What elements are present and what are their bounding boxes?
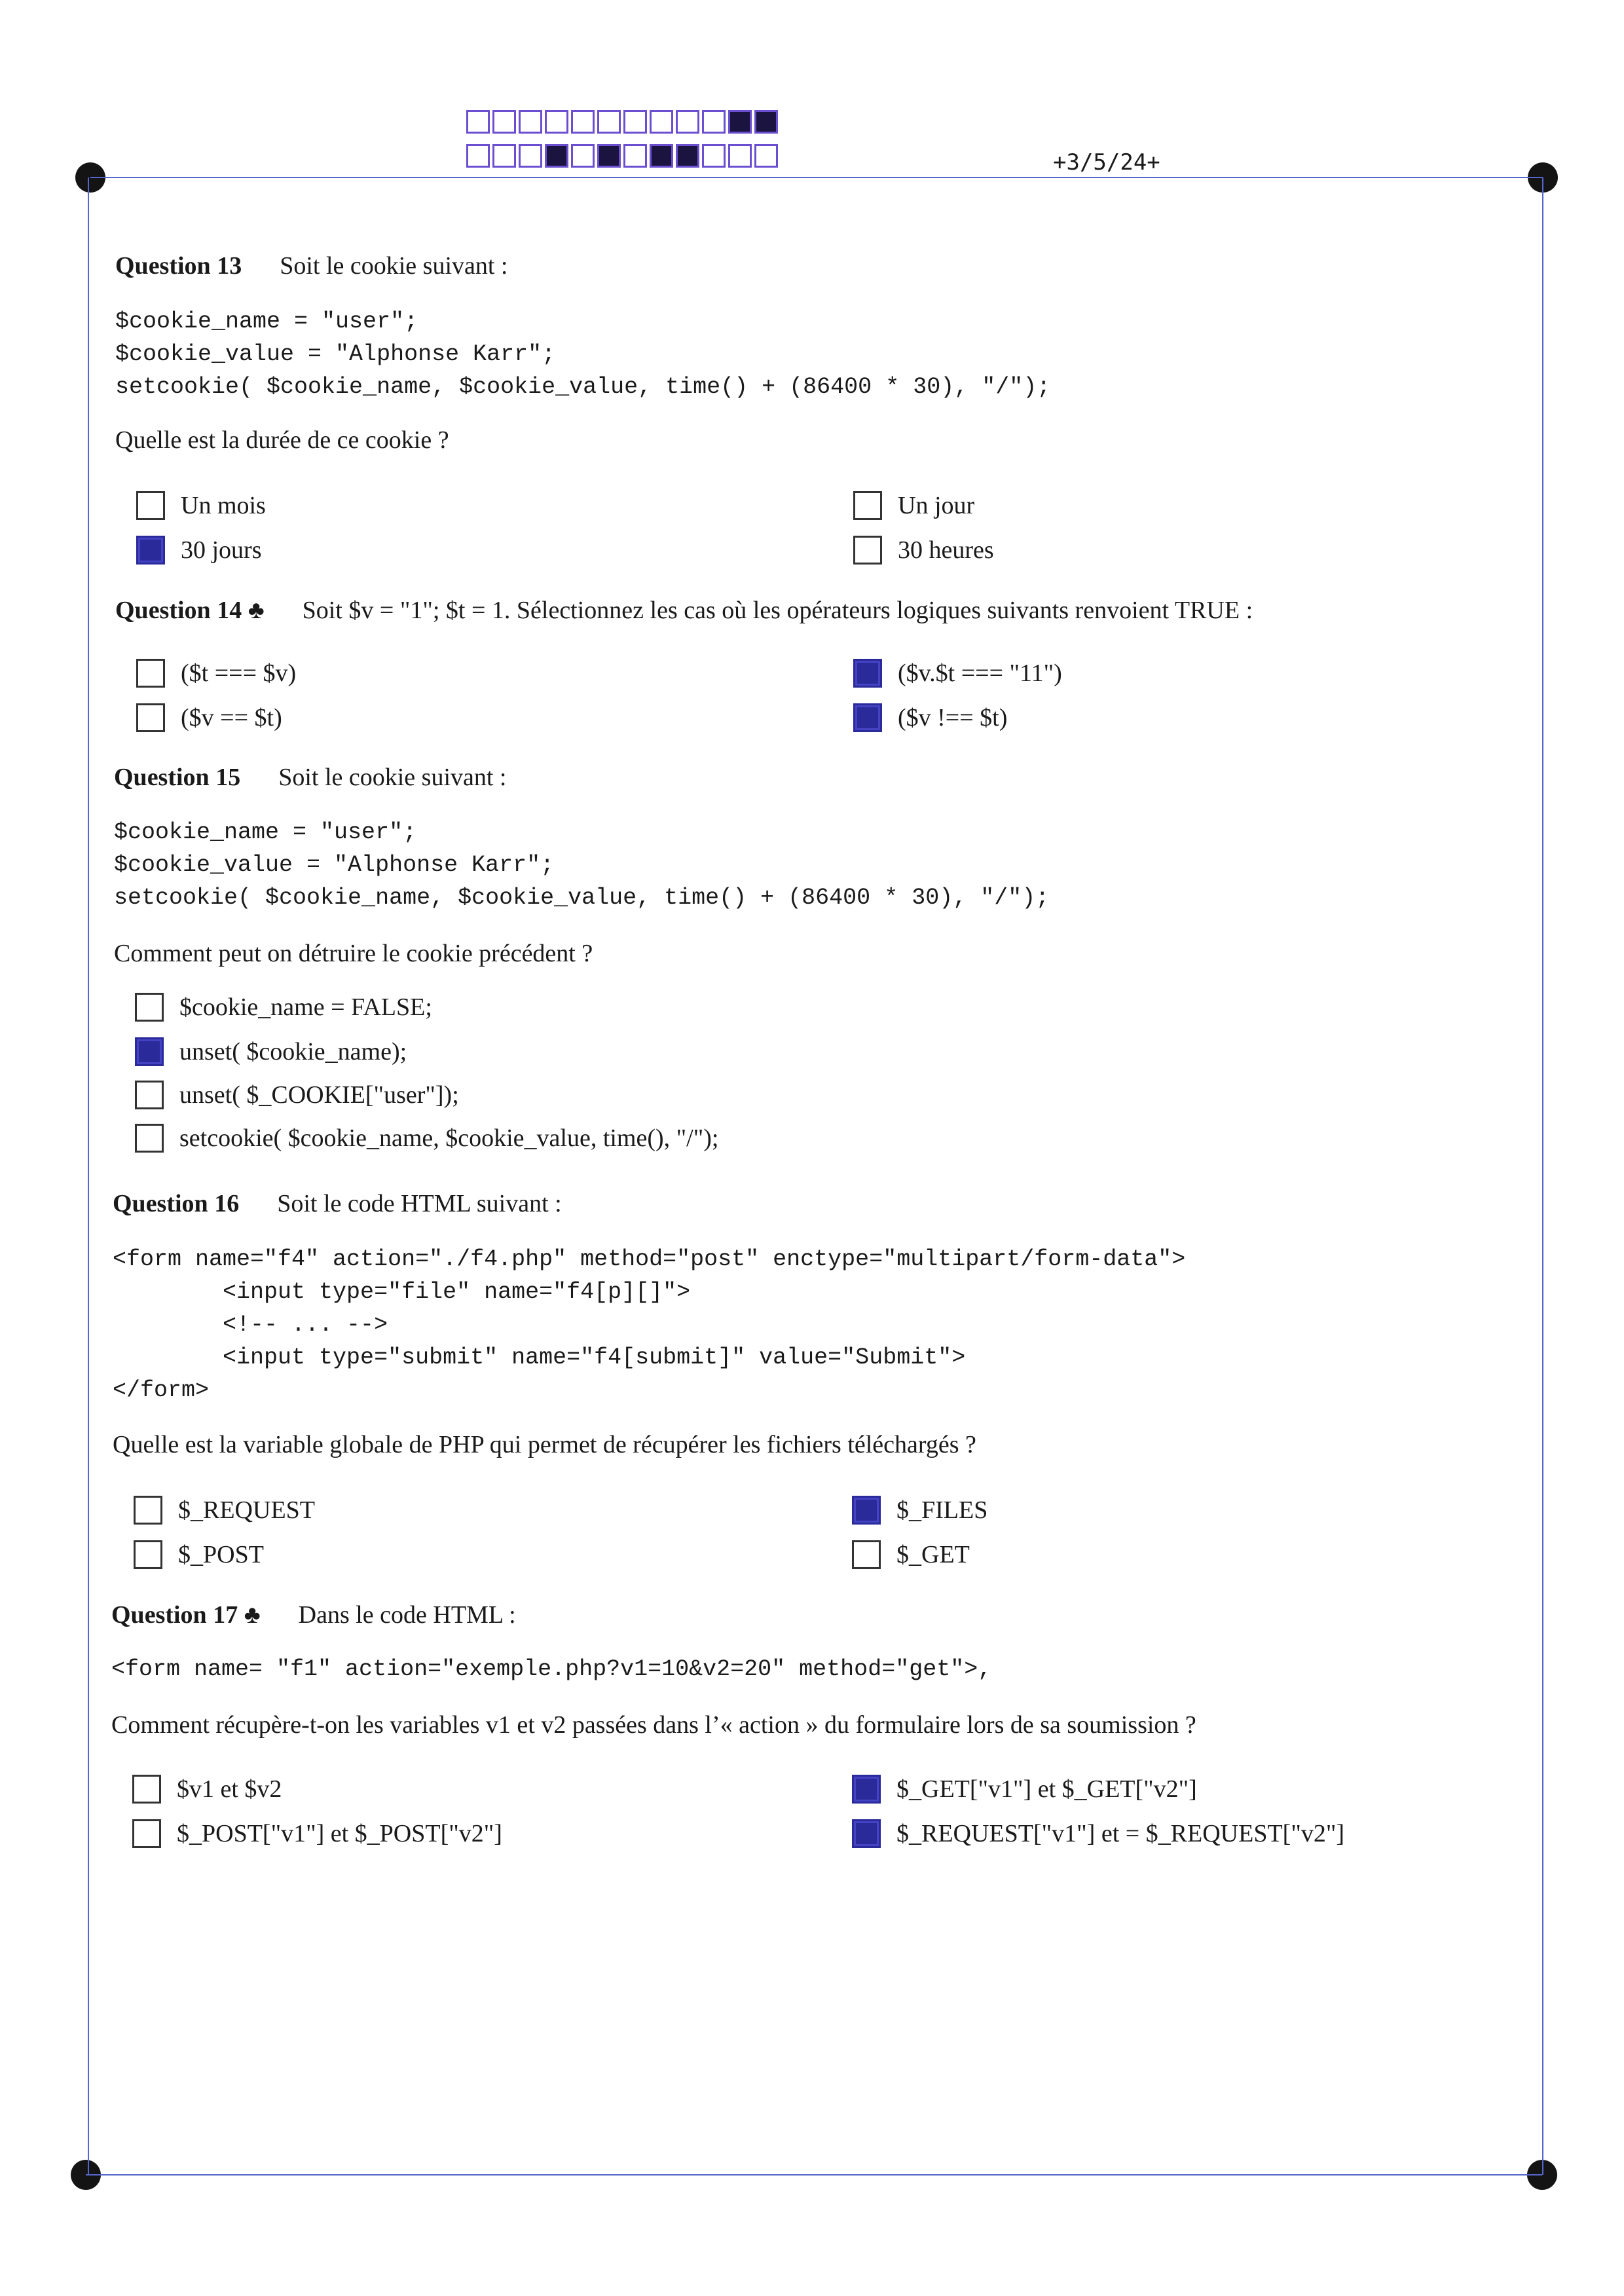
choice-30-heures[interactable]	[853, 536, 994, 565]
checkbox[interactable]	[135, 1081, 164, 1109]
id-box	[676, 144, 699, 168]
question-heading	[114, 763, 507, 792]
checkbox[interactable]	[132, 1819, 161, 1848]
choice-label: $_POST	[178, 1541, 264, 1568]
choice-get-vars[interactable]	[852, 1775, 1197, 1804]
choice-label: $_REQUEST["v1"] et = $_REQUEST["v2"]	[896, 1820, 1345, 1847]
question-label: Question 17 ♣	[111, 1601, 261, 1629]
choice-label: ($v !== $t)	[898, 704, 1008, 731]
id-box	[728, 110, 752, 134]
id-box	[571, 144, 595, 168]
checkbox[interactable]	[132, 1775, 161, 1804]
id-box	[466, 144, 490, 168]
choice-setcookie-time[interactable]	[135, 1124, 718, 1153]
question-prompt: Comment récupère-t-on les variables v1 et v2 passées dans l’« action » du formulaire lors de sa soumission ?	[111, 1711, 1196, 1739]
code-block: $cookie_name = "user"; $cookie_value = "Alphonse Karr"; setcookie( $cookie_name, $cookie_value, time() + (86400 * 30), "/");	[114, 819, 1050, 911]
id-box	[676, 110, 699, 134]
checkbox[interactable]	[852, 1775, 881, 1804]
id-box	[754, 144, 778, 168]
checkbox[interactable]	[853, 536, 882, 565]
question-title: Soit le cookie suivant :	[280, 252, 508, 280]
choice-unset-var[interactable]	[135, 1037, 407, 1066]
choice-30-jours[interactable]	[136, 536, 262, 565]
choice-label: $_POST["v1"] et $_POST["v2"]	[177, 1820, 502, 1847]
choice-label: unset( $_COOKIE["user"]);	[179, 1081, 459, 1109]
id-box	[545, 110, 568, 134]
choice-label: $_FILES	[896, 1496, 988, 1524]
id-box	[728, 144, 752, 168]
id-box	[597, 110, 621, 134]
checkbox[interactable]	[136, 491, 165, 520]
checkbox[interactable]	[853, 491, 882, 520]
question-label: Question 16	[113, 1190, 240, 1217]
question-heading	[115, 596, 1253, 625]
choice-label: 30 jours	[181, 536, 262, 564]
choice-post[interactable]	[134, 1540, 264, 1569]
question-heading	[113, 1189, 562, 1218]
choice-not-identical[interactable]	[853, 703, 1007, 732]
id-box	[623, 144, 647, 168]
student-id-boxes-row-2	[466, 144, 781, 168]
id-box	[623, 110, 647, 134]
id-box	[492, 110, 516, 134]
choice-strict-equal[interactable]	[136, 659, 296, 688]
id-box	[597, 144, 621, 168]
code-block: <form name="f4" action="./f4.php" method="post" enctype="multipart/form-data"> <input type="file" name="f4[p][]"> <!-- ... --> <input type="submit" name="f4[submit]" value="Submit"> </form>	[113, 1246, 1186, 1403]
id-box	[466, 110, 490, 134]
choice-loose-equal[interactable]	[136, 703, 282, 732]
checkbox[interactable]	[136, 536, 165, 565]
choice-concat-strict[interactable]	[853, 659, 1062, 688]
checkbox[interactable]	[853, 703, 882, 732]
frame-left	[88, 177, 89, 2175]
choice-label: $v1 et $v2	[177, 1775, 282, 1803]
choice-cookie-false[interactable]	[135, 993, 432, 1022]
choice-label: ($t === $v)	[181, 659, 297, 687]
choice-request[interactable]	[134, 1496, 315, 1525]
choice-post-vars[interactable]	[132, 1819, 502, 1848]
choice-label: $_REQUEST	[178, 1496, 315, 1524]
choice-label: ($v.$t === "11")	[898, 659, 1062, 687]
id-box	[519, 110, 542, 134]
question-label: Question 15	[114, 764, 241, 791]
checkbox[interactable]	[135, 993, 164, 1022]
checkbox[interactable]	[136, 703, 165, 732]
choice-label: unset( $cookie_name);	[179, 1038, 407, 1065]
question-title: Dans le code HTML :	[298, 1601, 516, 1629]
question-prompt: Quelle est la durée de ce cookie ?	[115, 426, 449, 454]
question-prompt: Comment peut on détruire le cookie précédent ?	[114, 940, 593, 967]
question-title: Soit le cookie suivant :	[278, 764, 507, 791]
choice-label: 30 heures	[898, 536, 994, 564]
frame-top	[90, 177, 1543, 178]
choice-label: $cookie_name = FALSE;	[179, 993, 432, 1021]
choice-files[interactable]	[852, 1496, 987, 1525]
id-box	[754, 110, 778, 134]
question-heading	[115, 251, 508, 280]
question-label: Question 13	[115, 252, 242, 280]
id-box	[571, 110, 595, 134]
choice-get[interactable]	[852, 1540, 970, 1569]
checkbox[interactable]	[134, 1496, 162, 1525]
checkbox[interactable]	[853, 659, 882, 688]
checkbox[interactable]	[135, 1124, 164, 1153]
question-label: Question 14 ♣	[115, 597, 265, 624]
checkbox[interactable]	[135, 1037, 164, 1066]
choice-plain-vars[interactable]	[132, 1775, 282, 1804]
id-box	[650, 110, 673, 134]
id-box	[545, 144, 568, 168]
choice-unset-cookie[interactable]	[135, 1081, 459, 1109]
checkbox[interactable]	[852, 1819, 881, 1848]
id-box	[650, 144, 673, 168]
choice-label: $_GET	[896, 1541, 970, 1568]
checkbox[interactable]	[136, 659, 165, 688]
question-title: Soit le code HTML suivant :	[277, 1190, 562, 1217]
question-prompt: Quelle est la variable globale de PHP qui permet de récupérer les fichiers téléchargés ?	[113, 1431, 976, 1458]
choice-label: ($v == $t)	[181, 704, 282, 731]
id-box	[519, 144, 542, 168]
question-heading	[111, 1601, 516, 1629]
frame-right	[1542, 177, 1543, 2175]
id-box	[492, 144, 516, 168]
code-block: <form name= "f1" action="exemple.php?v1=10&v2=20" method="get">,	[111, 1656, 992, 1682]
code-block: $cookie_name = "user"; $cookie_value = "Alphonse Karr"; setcookie( $cookie_name, $cookie_value, time() + (86400 * 30), "/");	[115, 308, 1051, 400]
choice-un-jour[interactable]	[853, 491, 974, 520]
checkbox[interactable]	[852, 1496, 881, 1525]
page-identifier: +3/5/24+	[1053, 149, 1160, 176]
id-box	[702, 110, 726, 134]
question-title: Soit $v = "1"; $t = 1. Sélectionnez les cas où les opérateurs logiques suivants renvoient TRUE :	[302, 597, 1253, 624]
choice-label: Un jour	[898, 492, 975, 519]
frame-bottom	[86, 2174, 1542, 2176]
student-id-boxes-row-1	[466, 110, 781, 134]
checkbox[interactable]	[134, 1540, 162, 1569]
club-icon: ♣	[244, 1601, 261, 1629]
id-box	[702, 144, 726, 168]
choice-un-mois[interactable]	[136, 491, 266, 520]
choice-label: setcookie( $cookie_name, $cookie_value, time(), "/");	[179, 1124, 719, 1152]
club-icon: ♣	[248, 597, 265, 624]
checkbox[interactable]	[852, 1540, 881, 1569]
choice-request-vars[interactable]	[852, 1819, 1344, 1848]
choice-label: Un mois	[181, 492, 266, 519]
choice-label: $_GET["v1"] et $_GET["v2"]	[896, 1775, 1197, 1803]
